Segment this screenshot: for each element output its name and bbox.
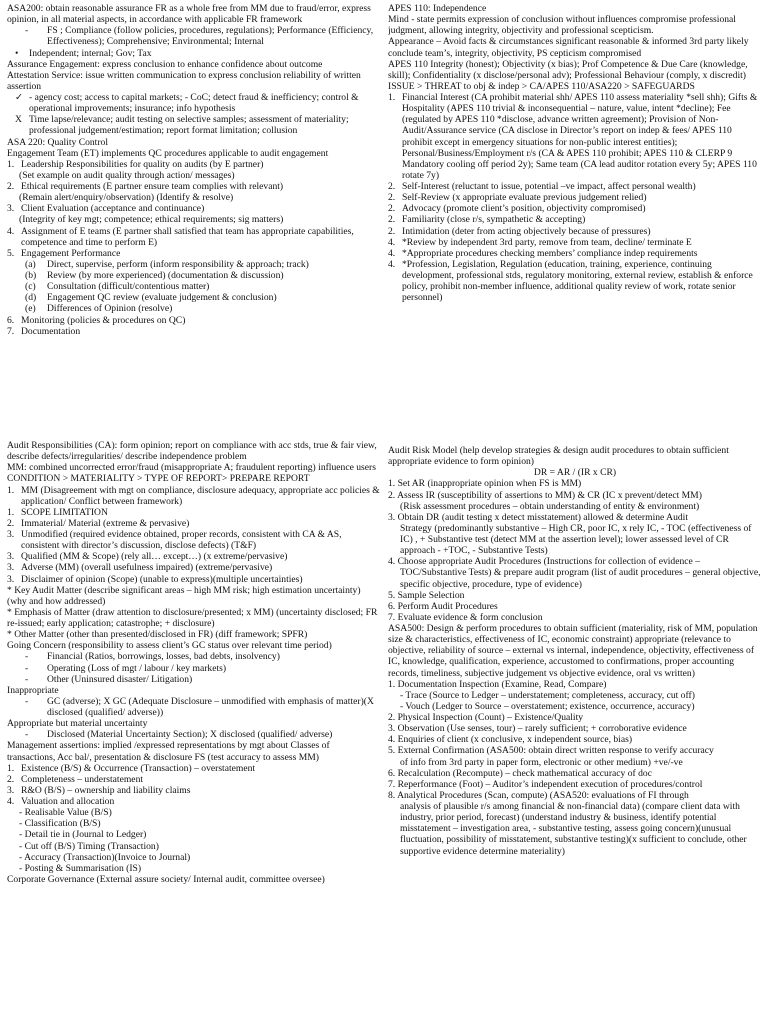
list-marker: 1. (7, 158, 15, 170)
list-item (7, 226, 380, 248)
list-item-text: Unmodified (required evidence obtained, proper records, consistent with CA & AS, consistent with director’s discussion, disclose defects) (T&F) (21, 529, 342, 552)
text-line: (Remain alert/enquiry/observation) (Identify & resolve) (19, 192, 234, 204)
text-line: 8. Analytical Procedures (Scan, compute) (ASA520: evaluations of FI through (388, 789, 689, 801)
list-item (7, 663, 380, 674)
text-line: 4. Choose appropriate Audit Procedures (Instructions for collection of evidence – (388, 556, 700, 568)
list-marker: 4. (388, 236, 396, 248)
list-marker: 4. (388, 247, 396, 259)
list-marker: - (25, 25, 29, 37)
list-item (388, 214, 762, 225)
list-item (7, 159, 380, 170)
text-line: ISSUE > THREAT to obj & indep > CA/APES 110/ASA220 > SAFEGUARDS (388, 80, 695, 92)
text-line: - Posting & Summarisation (IS) (19, 862, 142, 874)
text-line: 5. Sample Selection (388, 589, 465, 601)
list-item-text: Disclosed (Material Uncertainty Section); X disclosed (qualified/ adverse) (47, 729, 333, 741)
section-apes110-independence (388, 3, 762, 415)
list-marker: 2. (7, 181, 15, 192)
list-marker: 2. (388, 214, 396, 226)
list-item (7, 785, 380, 796)
list-marker: 3. (7, 529, 15, 540)
list-item-text: Ethical requirements (E partner ensure team complies with relevant) (21, 181, 284, 192)
list-item (7, 674, 380, 685)
text-line: APES 110 Integrity (honest); Objectivity (x bias); Prof Competence & Due Care (knowledge, skill); Confidentiality (x disclose/personal adv); Professional Behaviour (comply, x discredit) (388, 58, 748, 81)
list-item-text: Leadership Responsibilities for quality on audits (by E partner) (21, 158, 264, 170)
list-item-text: Adverse (MM) (overall usefulness impaired) (extreme/pervasive) (21, 562, 273, 574)
text-line: - Vouch (Ledger to Source – overstatement; existence, occurrence, accuracy) (400, 700, 695, 712)
text-line: 1. Documentation Inspection (Examine, Read, Compare) (388, 678, 607, 690)
text-line: 3. Obtain DR (audit testing x detect misstatement) allowed & determine Audit (388, 511, 689, 523)
text-line: Inappropriate (7, 684, 59, 696)
text-line: Strategy (predominantly substantive – High CR, poor IC, x rely IC, - TOC (effectiveness of IC) , + Substantive test (detect MM at the assertion level); lower assessed level of CR approach - +TOC, - Substantive Tests) (400, 522, 752, 557)
text-line: ASA200: obtain reasonable assurance FR as a whole free from MM due to fraud/error, express opinion, in all material aspects, in accordance with applicable FR framework (7, 3, 371, 26)
text-line: 6. Perform Audit Procedures (388, 600, 498, 612)
list-item-text: MM (Disagreement with mgt on compliance, disclosure adequacy, appropriate acc policies & application/ Conflict between framework) (21, 484, 380, 507)
list-marker: (c) (25, 281, 36, 293)
list-item (7, 248, 380, 259)
list-item-text: Engagement Performance (21, 247, 121, 259)
text-line: Going Concern (responsibility to assess client’s GC status over relevant time period) (7, 640, 332, 652)
list-item-text: Engagement QC review (evaluate judgement & conclusion) (47, 292, 277, 304)
list-item-text: Monitoring (policies & procedures on QC) (21, 314, 186, 326)
text-line: - Detail tie in (Journal to Ledger) (19, 829, 147, 841)
text-line: 5. External Confirmation (ASA500: obtain direct written response to verify accuracy (388, 745, 714, 757)
text-line: 7. Evaluate evidence & form conclusion (388, 611, 543, 623)
text-line: 3. Observation (Use senses, tour) – rarely sufficient; + corroborative evidence (388, 723, 687, 735)
list-item-text: Self-Review (x appropriate evaluate previous judgement relied) (402, 192, 647, 204)
text-line: Attestation Service: issue written communication to express conclusion reliability of written assertion (7, 69, 361, 92)
list-item-text: Other (Uninsured disaster/ Litigation) (47, 673, 193, 685)
list-item (7, 651, 380, 662)
list-marker: 3. (7, 203, 15, 215)
list-marker: 3. (7, 551, 15, 563)
text-line: Mind - state permits expression of conclusion without influences compromise professional judgment, allowing integrity, objectivity and professional scepticism. (388, 14, 736, 37)
list-marker: 4. (7, 796, 15, 807)
list-marker: • (15, 47, 19, 59)
list-item (7, 292, 380, 303)
text-line: (Integrity of key mgt; competence; ethical requirements; sig matters) (19, 214, 284, 226)
text-line: (Set example on audit quality through action/ messages) (19, 169, 235, 181)
list-item (388, 92, 762, 181)
list-item (388, 181, 762, 192)
list-marker: 2. (7, 517, 15, 529)
list-item-text: Valuation and allocation (21, 796, 115, 807)
text-line: - Classification (B/S) (19, 818, 101, 830)
text-line: 6. Recalculation (Recompute) – check mathematical accuracy of doc (388, 767, 652, 779)
text-line: Corporate Governance (External assure society/ Internal audit, committee oversee) (7, 873, 325, 885)
list-item (7, 48, 380, 59)
text-line: Appearance – Avoid facts & circumstances significant reasonable & informed 3rd party likely conclude team’s, integrity, objectivity, PS cepticism compromised (388, 36, 749, 59)
list-item (7, 763, 380, 774)
text-line: - Cut off (B/S) Timing (Transaction) (19, 840, 159, 852)
list-item-text: *Review by independent 3rd party, remove from team, decline/ terminate E (402, 236, 692, 248)
text-line: - Realisable Value (B/S) (19, 807, 112, 819)
text-line: CONDITION > MATERIALITY > TYPE OF REPORT> PREPARE REPORT (7, 473, 310, 485)
list-item-text: Financial (Ratios, borrowings, losses, bad debts, insolvency) (47, 651, 280, 663)
list-item (7, 281, 380, 292)
list-marker: (a) (25, 258, 36, 270)
text-line: * Emphasis of Matter (draw attention to disclosure/presented; x MM) (uncertainty disclosed; FR re-issued; early application; catastrophe; + disclosure) (7, 606, 378, 629)
list-marker: 1. (7, 762, 15, 774)
list-marker: ✓ (15, 92, 24, 103)
text-line: - Trace (Source to Ledger – understatement; completeness, accuracy, cut off) (400, 689, 695, 701)
list-item-text: Differences of Opinion (resolve) (47, 303, 173, 315)
list-marker: 1. (388, 92, 396, 103)
list-item-text: Direct, supervise, perform (inform responsibility & approach; track) (47, 258, 309, 270)
list-marker: - (25, 673, 29, 685)
list-item (7, 796, 380, 807)
list-item (7, 114, 380, 136)
text-line: APES 110: Independence (388, 3, 487, 14)
list-marker: - (25, 651, 29, 663)
list-item-text: Advocacy (promote client’s position, objectivity compromised) (402, 203, 646, 215)
list-marker: 1. (7, 484, 15, 496)
list-item-text: Client Evaluation (acceptance and continuance) (21, 203, 205, 215)
list-item (7, 507, 380, 518)
list-item (388, 226, 762, 237)
section-audit-assurance-quality-control (7, 3, 380, 415)
text-line: Assurance Engagement: express conclusion to enhance confidence about outcome (7, 58, 323, 70)
text-line: Audit Risk Model (help develop strategies & design audit procedures to obtain sufficient appropriate evidence to form opinion) (388, 445, 729, 468)
list-item (7, 315, 380, 326)
list-item-text: Time lapse/relevance; audit testing on selective samples; assessment of materiality; professional judgement/estimation; report format limitation; collusion (29, 114, 349, 137)
text-line: 2. Assess IR (susceptibility of assertions to MM) & CR (IC x prevent/detect MM) (388, 489, 702, 501)
list-marker: 4. (388, 258, 396, 270)
list-item (7, 270, 380, 281)
list-item (7, 729, 380, 740)
text-line: * Key Audit Matter (describe significant areas – high MM risk; high estimation uncertainty) (why and how addressed) (7, 584, 361, 607)
list-marker: (d) (25, 292, 37, 304)
section-audit-risk-model-evidence (388, 445, 762, 1022)
list-marker: 3. (7, 573, 15, 585)
text-line: 1. Set AR (inappropriate opinion when FS is MM) (388, 478, 582, 490)
list-marker: 6. (7, 314, 15, 326)
list-item-text: Assignment of E teams (E partner shall satisfied that team has appropriate capabilities, competence and time to perform E) (21, 225, 354, 248)
text-line: Appropriate but material uncertainty (7, 718, 148, 730)
list-item (388, 248, 762, 259)
text-line: of info from 3rd party in paper form, electronic or other medium) +ve/-ve (400, 756, 683, 768)
text-line: Audit Responsibilities (CA): form opinion; report on compliance with acc stds, true & fair view, describe defects/irregularities/ describe independence problem (7, 440, 377, 463)
list-item-text: Completeness – understatement (21, 773, 144, 785)
list-item-text: Review (by more experienced) (documentation & discussion) (47, 270, 284, 281)
list-marker: 2. (388, 192, 396, 204)
list-item-text: Independent; internal; Gov; Tax (29, 47, 152, 59)
list-item (7, 696, 380, 718)
list-marker: 2. (388, 203, 396, 215)
list-item (7, 529, 380, 551)
list-item-text: Qualified (MM & Scope) (rely all… except…) (x extreme/pervasive) (21, 551, 288, 563)
list-marker: - (25, 662, 29, 674)
list-marker: 2. (7, 773, 15, 785)
list-item-text: Consultation (difficult/contentious matter) (47, 281, 210, 293)
list-item (388, 237, 762, 248)
list-item-text: GC (adverse); X GC (Adequate Disclosure – unmodified with emphasis of matter)(X disclosed (qualified/ adverse)) (47, 695, 374, 718)
list-item (388, 203, 762, 214)
list-marker: 5. (7, 247, 15, 259)
text-line: 4. Enquiries of client (x conclusive, x independent source, bias) (388, 734, 633, 746)
list-item (7, 562, 380, 573)
list-item-text: Immaterial/ Material (extreme & pervasive) (21, 517, 190, 529)
list-item (7, 92, 380, 114)
list-marker: - (25, 695, 29, 707)
list-item-text: Intimidation (deter from acting objectively because of pressures) (402, 225, 651, 237)
list-marker: 4. (7, 225, 15, 237)
list-item (388, 259, 762, 304)
list-item-text: Disclaimer of opinion (Scope) (unable to express)(multiple uncertainties) (21, 573, 303, 585)
list-item-text: FS ; Compliance (follow policies, procedures, regulations); Performance (Efficiency, Effectiveness); Comprehensive; Environmental; Internal (47, 25, 374, 48)
list-item (7, 574, 380, 585)
text-line: analysis of plausible r/s among financial & non-financial data) (compare client data with industry, prior period, forecast) (understand industry & business, identify potential misstatement – investigation area, - substantive testing, assess going concern)(unusual fluctuation, possibility of misstatement, substantive testing)(x sufficient to conclude, other supportive evidence determine materiality) (400, 801, 747, 857)
list-item (7, 326, 380, 337)
list-item-text: Documentation (21, 325, 81, 337)
list-item-text: SCOPE LIMITATION (21, 506, 108, 518)
list-item (7, 774, 380, 785)
list-item-text: - agency cost; access to capital markets; - CoC; detect fraud & inefficiency; control & operational improvements; insurance; info hypothesis (29, 92, 359, 115)
text-line: Management assertions: implied /expressed representations by mgt about Classes of transactions, Acc bal/, presentation & disclosure FS (test accuracy to assess MM) (7, 740, 330, 763)
list-item-text: Operating (Loss of mgt / labour / key markets) (47, 662, 227, 674)
list-marker: X (15, 114, 22, 126)
text-line: Engagement Team (ET) implements QC procedures applicable to audit engagement (7, 147, 329, 159)
list-marker: 1. (7, 506, 15, 518)
list-item-text: Financial Interest (CA prohibit material shh/ APES 110 assess materiality *sell shh); Gifts & Hospitality (APES 110 trivial & inconsequential – nature, value, intent *decline); Fee (regulated by APES 110 *disclose, advance written agreement); Provision of Non-Audit/Assurance service (CA disclose in Director’s report on indep & fees/ APES 110 prohibit except in emergency situations for non-public interest entities); Personal/Business/Employment r/s (CA & APES 110 prohibit; APES 110 & CLERP 9 Mandatory cooling off period 2y); Same team (CA lead auditor rotation every 5y; APES 110 rotate 7y) (402, 92, 758, 181)
list-marker: (e) (25, 303, 36, 315)
list-item (7, 485, 380, 507)
list-item (7, 551, 380, 562)
list-item (388, 192, 762, 203)
text-line: - Accuracy (Transaction)(Invoice to Journal) (19, 851, 191, 863)
list-item-text: *Appropriate procedures checking members’ compliance indep requirements (402, 247, 698, 259)
list-item (7, 181, 380, 192)
list-item (7, 303, 380, 314)
text-line: * Other Matter (other than presented/disclosed in FR) (diff framework; SPFR) (7, 629, 308, 641)
list-marker: 3. (7, 562, 15, 574)
text-line: 7. Reperformance (Foot) – Auditor’s independent execution of procedures/control (388, 778, 703, 790)
list-item (7, 203, 380, 214)
text-line: ASA 220: Quality Control (7, 136, 109, 148)
list-item (7, 518, 380, 529)
list-item (7, 259, 380, 270)
section-audit-responsibilities-reports (7, 440, 380, 1022)
list-marker: 7. (7, 325, 15, 337)
list-item (7, 25, 380, 47)
list-marker: 3. (7, 784, 15, 796)
text-line: ASA500: Design & perform procedures to obtain sufficient (materiality, risk of MM, population size & characteristics, effectiveness of IC, economic constraint) appropriate (relevance to objective, reliability of source – external vs internal, independence, objectivity, effectiveness of IC, knowledge, qualification, experience, accustomed to confirmations, proper accounting records, timeliness, subjective judgement vs objective evidence, oral vs written) (388, 623, 758, 679)
list-item-text: R&O (B/S) – ownership and liability claims (21, 784, 191, 796)
list-item-text: Self-Interest (reluctant to issue, potential –ve impact, affect personal wealth) (402, 181, 696, 192)
list-marker: - (25, 729, 29, 741)
text-line: TOC/Substantive Tests) & prepare audit program (list of audit procedures – general objective, specific objective, procedure, type of evidence) (400, 567, 761, 590)
list-marker: (b) (25, 270, 37, 281)
list-item-text: *Profession, Legislation, Regulation (education, training, experience, continuing development, professional stds, regulatory monitoring, external review, establish & enforce policy, prohibit non-member influence, additional quality review of work, rotate senior personnel) (402, 258, 753, 304)
list-item-text: Existence (B/S) & Occurrence (Transaction) – overstatement (21, 762, 256, 774)
text-line: (Risk assessment procedures – obtain understanding of entity & environment) (400, 500, 700, 512)
list-marker: 2. (388, 225, 396, 237)
text-line: 2. Physical Inspection (Count) – Existence/Quality (388, 712, 584, 723)
text-line: MM: combined uncorrected error/fraud (misappropriate A; fraudulent reporting) influence users (7, 462, 376, 474)
formula-line: DR = AR / (IR x CR) (533, 467, 617, 479)
list-marker: 2. (388, 181, 396, 192)
list-item-text: Familiarity (close r/s, sympathetic & accepting) (402, 214, 586, 226)
